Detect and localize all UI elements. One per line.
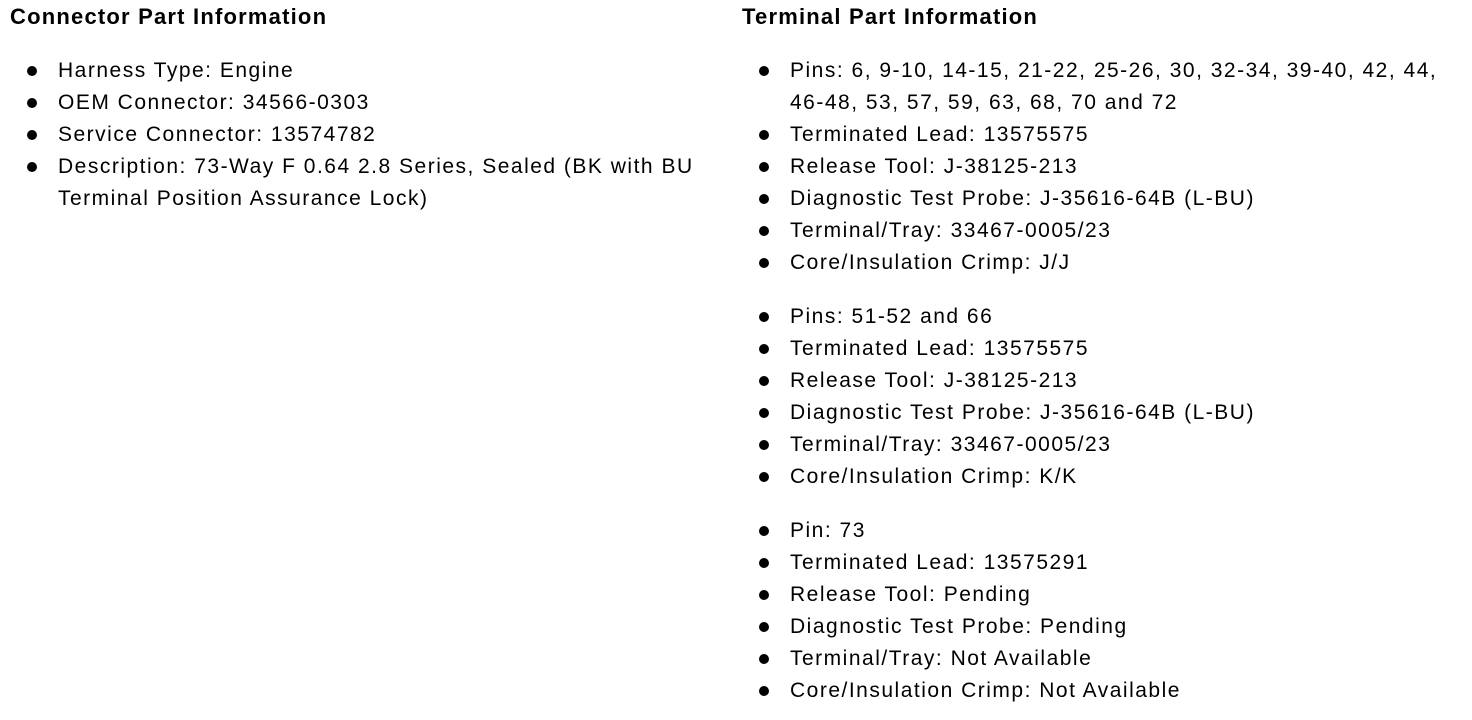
bullet-icon	[759, 258, 769, 268]
list-item	[742, 397, 1472, 429]
list-item	[10, 55, 736, 87]
list-item	[10, 119, 736, 151]
bullet-icon	[759, 194, 769, 204]
list-item	[742, 247, 1472, 279]
bullet-icon	[27, 162, 37, 172]
bullet-icon	[27, 130, 37, 140]
bullet-icon	[759, 226, 769, 236]
list-item-text: Pin: 73	[790, 519, 866, 542]
bullet-icon	[759, 558, 769, 568]
list-item	[742, 547, 1472, 579]
list-item	[742, 55, 1472, 119]
list-item	[742, 429, 1472, 461]
list-item	[742, 579, 1472, 611]
bullet-icon	[759, 472, 769, 482]
connector-list	[10, 55, 736, 215]
list-item-text: Diagnostic Test Probe: J-35616-64B (L-BU)	[790, 187, 1255, 210]
list-item-text: Diagnostic Test Probe: J-35616-64B (L-BU)	[790, 401, 1255, 424]
list-item-text: Core/Insulation Crimp: J/J	[790, 251, 1071, 274]
list-item-text: Core/Insulation Crimp: K/K	[790, 465, 1078, 488]
bullet-icon	[759, 344, 769, 354]
bullet-icon	[27, 66, 37, 76]
list-item	[10, 87, 736, 119]
bullet-icon	[759, 654, 769, 664]
list-item-text: Terminated Lead: 13575575	[790, 123, 1090, 146]
bullet-icon	[759, 376, 769, 386]
terminal-section	[736, 0, 1472, 707]
list-item-text: Release Tool: J-38125-213	[790, 155, 1079, 178]
list-item	[742, 675, 1472, 707]
terminal-group-3	[742, 515, 1472, 707]
list-item	[10, 151, 736, 215]
terminal-group-1	[742, 55, 1472, 279]
bullet-icon	[759, 686, 769, 696]
list-item-text: Terminal/Tray: 33467-0005/23	[790, 219, 1112, 242]
list-item-text: Pins: 51-52 and 66	[790, 305, 994, 328]
list-item-text: Pins: 6, 9-10, 14-15, 21-22, 25-26, 30, 32-34, 39-40, 42, 44, 46-48, 53, 57, 59, 63, 68, 70 and 72	[790, 59, 1438, 114]
list-item	[742, 119, 1472, 151]
bullet-icon	[759, 408, 769, 418]
list-item-text: Core/Insulation Crimp: Not Available	[790, 679, 1181, 702]
list-item-text: Terminated Lead: 13575291	[790, 551, 1090, 574]
list-item-text: Terminated Lead: 13575575	[790, 337, 1090, 360]
list-item-text: Terminal/Tray: 33467-0005/23	[790, 433, 1112, 456]
bullet-icon	[759, 440, 769, 450]
list-item	[742, 183, 1472, 215]
list-item	[742, 611, 1472, 643]
bullet-icon	[759, 590, 769, 600]
list-item	[742, 301, 1472, 333]
bullet-icon	[759, 622, 769, 632]
list-item-text: Release Tool: Pending	[790, 583, 1032, 606]
bullet-icon	[759, 526, 769, 536]
list-item	[742, 461, 1472, 493]
list-item-text: OEM Connector: 34566-0303	[58, 91, 370, 114]
list-item	[742, 215, 1472, 247]
list-item-text: Service Connector: 13574782	[58, 123, 377, 146]
list-item-text: Diagnostic Test Probe: Pending	[790, 615, 1128, 638]
terminal-group-2	[742, 301, 1472, 493]
list-item	[742, 643, 1472, 675]
bullet-icon	[759, 312, 769, 322]
connector-section-title: Connector Part Information	[10, 4, 328, 29]
list-item	[742, 333, 1472, 365]
list-item	[742, 151, 1472, 183]
list-item	[742, 365, 1472, 397]
list-item-text: Release Tool: J-38125-213	[790, 369, 1079, 392]
bullet-icon	[759, 162, 769, 172]
list-item	[742, 515, 1472, 547]
bullet-icon	[759, 130, 769, 140]
list-item-text: Description: 73-Way F 0.64 2.8 Series, Sealed (BK with BU Terminal Position Assurance Lock)	[58, 155, 694, 210]
connector-section	[0, 0, 736, 707]
bullet-icon	[759, 66, 769, 76]
terminal-section-title: Terminal Part Information	[742, 4, 1039, 29]
list-item-text: Harness Type: Engine	[58, 59, 295, 82]
list-item-text: Terminal/Tray: Not Available	[790, 647, 1093, 670]
bullet-icon	[27, 98, 37, 108]
